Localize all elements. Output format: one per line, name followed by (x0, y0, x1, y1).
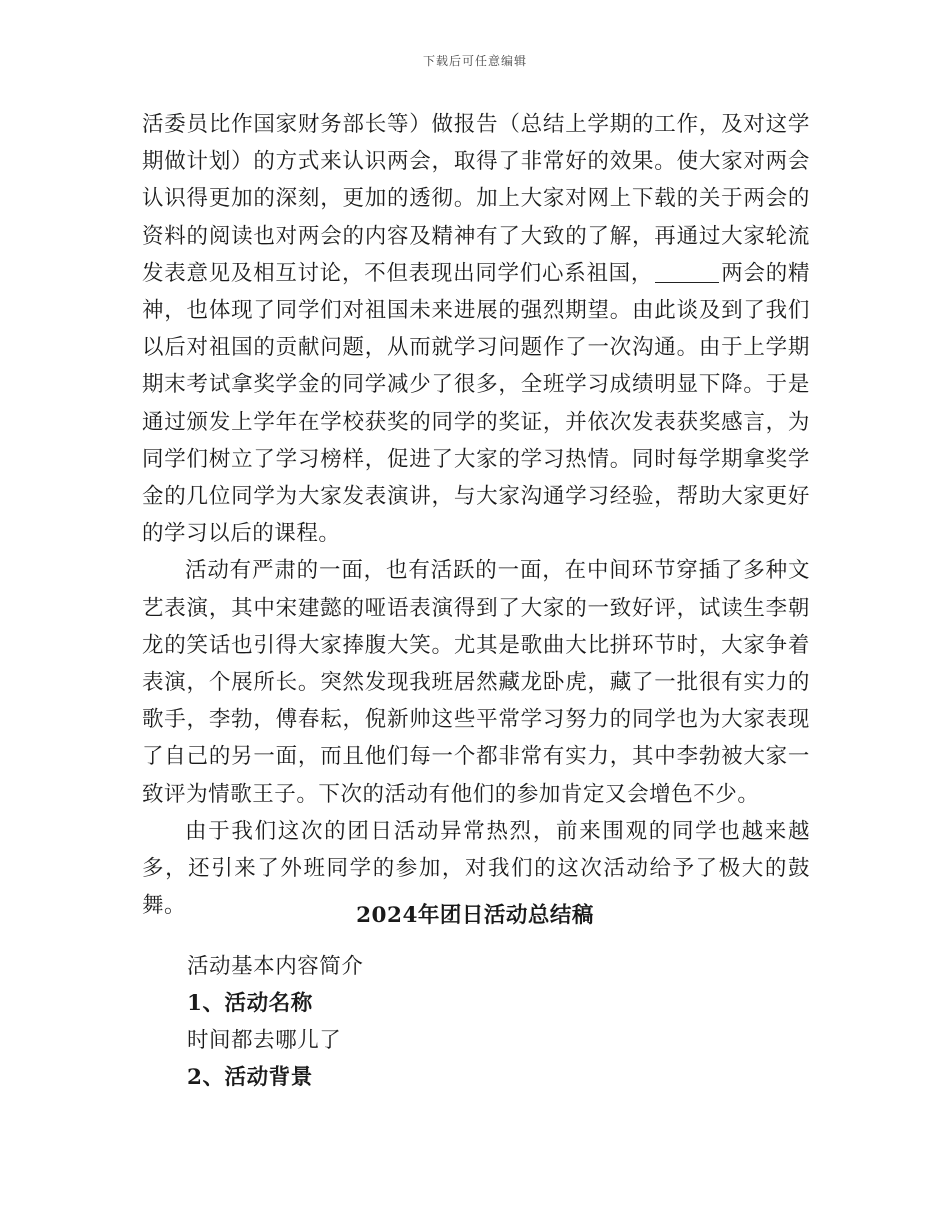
activity-name-value: 时间都去哪儿了 (187, 1028, 342, 1053)
heading-activity-background: 2、活动背景 (187, 1065, 313, 1090)
paragraph-3: 由于我们这次的团日活动异常热烈，前来围观的同学也越来越多，还引来了外班同学的参加，对我们的这次活动给予了极大的鼓舞。 (142, 818, 810, 919)
paragraph-1-part-a: 活委员比作国家财务部长等）做报告（总结上学期的工作，及对这学期做计划）的方式来认识两会，取得了非常好的效果。使大家对两会认识得更加的深刻，更加的透彻。加上大家对网上下载的关于两会的资料的阅读也对两会的内容及精神有了大致的了解，再通过大家轮流发表意见及相互讨论，不但表现出同学们心系祖国， (142, 112, 810, 286)
paragraph-2: 活动有严肃的一面，也有活跃的一面，在中间环节穿插了多种文艺表演，其中宋建懿的哑语表演得到了大家的一致好评，试读生李朝龙的笑话也引得大家捧腹大笑。尤其是歌曲大比拼环节时，大家争着表演，个展所长。突然发现我班居然藏龙卧虎，藏了一批很有实力的歌手，李勃，傅春耘，倪新帅这些平常学习努力的同学也为大家表现了自己的另一面，而且他们每一个都非常有实力，其中李勃被大家一致评为情歌王子。下次的活动有他们的参加肯定又会增色不少。 (142, 558, 810, 807)
fill-in-blank (655, 260, 719, 283)
paragraph-1 (142, 106, 810, 552)
paragraph-1-part-b: 两会的精神，也体现了同学们对祖国未来进展的强烈期望。由此谈及到了我们以后对祖国的贡献问题，从而就学习问题作了一次沟通。由于上学期期末考试拿奖学金的同学减少了很多，全班学习成绩明显下降。于是通过颁发上学年在学校获奖的同学的奖证，并依次发表获奖感言，为同学们树立了学习榜样，促进了大家的学习热情。同时每学期拿奖学金的几位同学为大家发表演讲，与大家沟通学习经验，帮助大家更好的学习以后的课程。 (142, 260, 810, 547)
page-header-note: 下载后可任意编辑 (422, 54, 527, 68)
section-title: 2024年团日活动总结稿 (356, 903, 594, 928)
document-body (142, 106, 810, 924)
heading-activity-name: 1、活动名称 (187, 991, 313, 1016)
section-intro: 活动基本内容简介 (187, 954, 364, 979)
